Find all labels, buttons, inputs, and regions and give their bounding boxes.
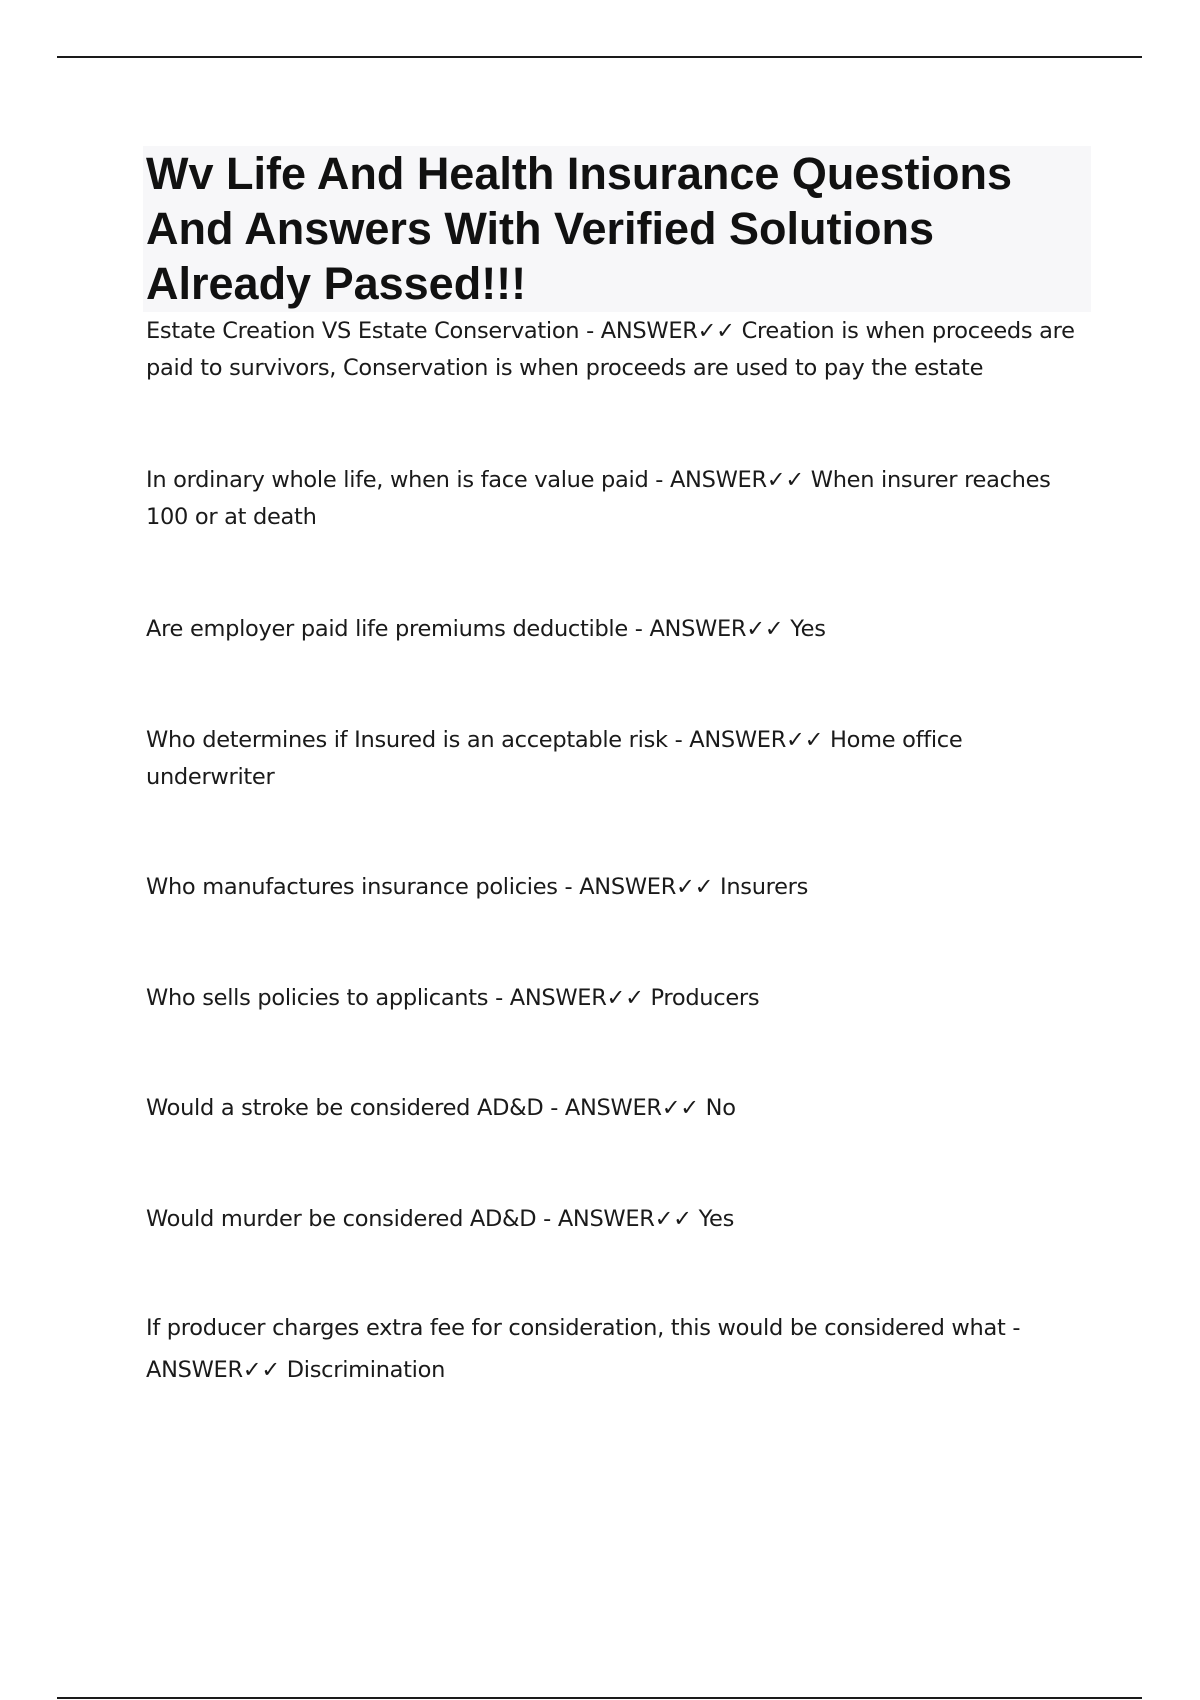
answer-marker: ANSWER✓✓ xyxy=(146,1357,280,1383)
answer-text: Yes xyxy=(783,616,826,642)
document-title: Wv Life And Health Insurance Questions And Answers With Verified Solutions Already Passed!!! xyxy=(146,148,1012,309)
qa-item xyxy=(146,1201,1086,1238)
answer-text: Home office underwriter xyxy=(146,727,963,790)
answer-text: Discrimination xyxy=(279,1357,446,1383)
answer-text: Producers xyxy=(643,985,760,1011)
answer-marker: ANSWER✓✓ xyxy=(557,1206,692,1232)
qa-item xyxy=(146,869,1086,906)
answer-text: No xyxy=(698,1095,736,1121)
question-text: Who manufactures insurance policies - xyxy=(146,874,580,900)
answer-marker: ANSWER✓✓ xyxy=(669,467,804,493)
qa-item xyxy=(146,1307,1086,1391)
answer-marker: ANSWER✓✓ xyxy=(649,616,784,642)
qa-item xyxy=(146,313,1086,387)
answer-text: Creation is when proceeds are paid to survivors, Conservation is when proceeds are used to pay the estate xyxy=(146,318,1075,381)
answer-text: Insurers xyxy=(713,874,809,900)
qa-item xyxy=(146,1090,1086,1127)
footer-rule xyxy=(57,1697,1142,1699)
question-text: In ordinary whole life, when is face value paid - xyxy=(146,467,670,493)
qa-item xyxy=(146,980,1086,1017)
answer-text: When insurer reaches 100 or at death xyxy=(146,467,1051,530)
question-text: Estate Creation VS Estate Conservation - xyxy=(146,318,601,344)
answer-marker: ANSWER✓✓ xyxy=(579,874,714,900)
question-text: Would murder be considered AD&D - xyxy=(146,1206,558,1232)
question-text: Who determines if Insured is an acceptable risk - xyxy=(146,727,690,753)
answer-marker: ANSWER✓✓ xyxy=(600,318,735,344)
question-text: Who sells policies to applicants - xyxy=(146,985,510,1011)
qa-item xyxy=(146,722,1086,796)
answer-text: Yes xyxy=(691,1206,735,1232)
answer-marker: ANSWER✓✓ xyxy=(689,727,824,753)
answer-marker: ANSWER✓✓ xyxy=(564,1095,699,1121)
question-text: If producer charges extra fee for consideration, this would be considered what - xyxy=(146,1315,1021,1341)
answer-marker: ANSWER✓✓ xyxy=(509,985,644,1011)
qa-item xyxy=(146,611,1086,648)
question-text: Are employer paid life premiums deductible - xyxy=(146,616,650,642)
header-rule xyxy=(57,56,1142,58)
qa-item xyxy=(146,462,1086,536)
question-text: Would a stroke be considered AD&D - xyxy=(146,1095,565,1121)
